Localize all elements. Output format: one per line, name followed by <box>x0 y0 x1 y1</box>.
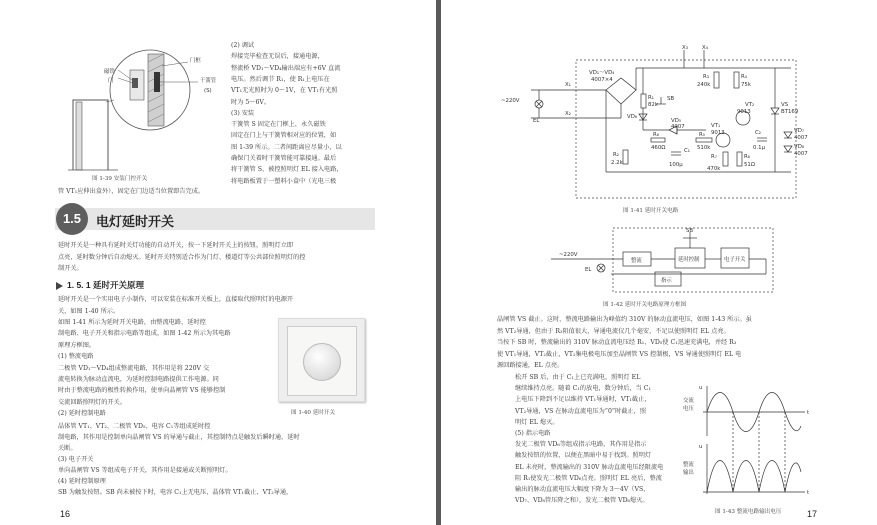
label-x1: X₁ <box>565 82 571 88</box>
switch-button <box>303 343 341 381</box>
label-vd5: VD₅ <box>671 118 681 124</box>
text-line: 单向晶闸管 VS 等组成电子开关，其作用是接通或关断照明灯。 <box>58 467 232 474</box>
figure-1-40-switch-photo <box>278 318 365 402</box>
text-line: VT₂导通，VS 在脉动直流电压为“0”时截止，照 <box>515 407 647 415</box>
text-line: (1) 整流电路 <box>58 353 94 361</box>
text-line: 当按下 SB 时，整流输出的 310V 脉动直流电压经 R₁、VD₅使 C₁迅速充满电，并经 R₃ <box>497 339 737 346</box>
text-line: 明灯 EL 熄灭。 <box>515 418 559 426</box>
arrow-icon <box>56 282 63 290</box>
label-r6-value: 460Ω <box>651 145 666 151</box>
label-c1: C₁ <box>684 148 690 154</box>
label-vd6: VD₆ <box>627 114 637 120</box>
label-r4: R₄ <box>741 74 747 80</box>
label-reed-switch: 干簧管 <box>200 78 217 84</box>
figure-1-40-caption: 图 1-40 延时开关 <box>291 410 336 416</box>
text-line: 时由于整流电路的极性转换作用，使单向晶闸管 VS 能够控制 <box>58 387 226 395</box>
label-ac-voltage-1: 交流 <box>683 398 694 404</box>
text-line: (5) 指示电路 <box>515 430 551 437</box>
label-x3: X₃ <box>682 45 688 51</box>
text-line: 发光二极管 VD₆等组成指示电路，其作用是指示 <box>515 441 647 449</box>
label-el: EL <box>585 267 592 273</box>
label-door-frame: 门框 <box>190 58 201 64</box>
label-r2: R₂ <box>613 152 619 158</box>
figure-1-42-block-diagram <box>551 224 781 296</box>
label-220v: ~220V <box>501 98 520 104</box>
label-vs: VS <box>781 102 789 108</box>
figure-1-39-door-switch-diagram <box>58 42 228 182</box>
label-r8-value: 51Ω <box>744 162 755 168</box>
label-r4-value: 75k <box>741 82 751 88</box>
label-220v: ~220V <box>559 252 578 258</box>
text-line: 延时开关是一个实用电子小制作，可以安装在标准开关板上，直接取代照明灯的电源开 <box>58 296 294 303</box>
label-vd8: VD₈ <box>794 144 804 150</box>
label-t-top: t <box>807 410 810 416</box>
paragraph-line: 管 VT₁应伸出盒外），固定在门边适当位置即告完成。 <box>58 188 205 195</box>
figure-1-41-caption: 图 1-41 延时开关电路 <box>623 208 679 214</box>
label-t-bottom: t <box>807 490 810 496</box>
text-line: 关，如图 1-40 所示。 <box>58 307 120 315</box>
text-line: (2) 延时控制电路 <box>58 410 106 418</box>
text-line: EL 未亮时，整流输出的 310V 脉动直流电压经限流电 <box>515 463 664 471</box>
label-vt2: VT₂ <box>745 102 755 108</box>
subsection-heading: 1. 5. 1 延时开关原理 <box>56 279 144 291</box>
label-dc-output-2: 输出 <box>683 470 694 476</box>
text-line: 制电路、电子开关和指示电路等组成，如图 1-42 所示为其电路 <box>58 330 231 338</box>
text-line: (2) 调试 <box>231 42 255 49</box>
text-line: 关断。 <box>58 445 77 452</box>
text-line: 点亮，延时数分钟后自动熄灭。延时开关特别适合作为门灯、楼道灯等公共部位照明灯的控 <box>58 253 306 261</box>
label-c2-value: 0.1μ <box>753 145 766 151</box>
text-line: 将干簧管 S、被控照明灯 EL 接入电路， <box>231 166 343 174</box>
text-line: VD₇、VD₈管压降之和），发光二极管 VD₆熄灭。 <box>515 497 649 505</box>
text-line: 触发按钮的位置，以便在黑暗中易于找到。照明灯 <box>515 452 652 460</box>
block-rectifier: 整流 <box>631 258 642 264</box>
label-r7: R₇ <box>711 154 717 160</box>
text-line: (4) 延时控制原理 <box>58 478 106 485</box>
text-line: 如图 1-41 所示为延时开关电路，由整流电路、延时控 <box>58 319 206 326</box>
text-line: 原理方框图。 <box>58 341 96 349</box>
figure-1-43-caption: 图 1-43 整流电路输出电压 <box>715 509 782 515</box>
label-r8: R₈ <box>744 154 750 160</box>
label-r3: R₃ <box>703 74 709 80</box>
text-line: 整流桥 VD₁～VD₄输出端应有+6V 直流 <box>231 64 341 72</box>
label-door: 门 <box>108 78 114 84</box>
text-line: 使 VT₁导通，VT₂截止，VT₂集电极电压加至晶闸管 VS 控制极，VS 导通使照明灯 EL 电 <box>497 350 742 358</box>
label-vd7-value: 4007 <box>794 135 808 141</box>
label-vd8-value: 4007 <box>794 151 808 157</box>
label-vd7: VD₇ <box>794 128 804 134</box>
left-page <box>0 0 436 525</box>
label-r5: R₅ <box>699 132 705 138</box>
page-number: 17 <box>806 509 817 519</box>
label-magnet: 磁铁 <box>104 69 115 75</box>
text-line: 上电压下降到不足以维持 VT₁导通时，VT₁截止， <box>515 396 651 404</box>
block-indicator: 指示 <box>661 278 672 284</box>
figure-1-42-caption: 图 1-42 延时开关电路原理方框图 <box>603 302 687 308</box>
text-line: 阻 R₁使发光二极管 VD₆点亮。照明灯 EL 亮后，整流 <box>515 474 662 482</box>
text-line: 源回路接通，EL 点亮。 <box>497 362 564 369</box>
text-line: 晶闸管 VS 截止。这时，整流电路输出为峰值约 310V 的脉动直流电压，如图 1-43 所示。虽 <box>497 316 752 323</box>
label-bridge: VD₁～VD₄ <box>589 70 615 76</box>
label-vt1-value: 9013 <box>711 130 725 136</box>
text-line: 二极管 VD₁～VD₄组成整流电路，其作用是将 220V 交 <box>58 364 210 372</box>
text-line: 交流回路照明灯的开关。 <box>58 398 127 406</box>
label-el: EL <box>533 118 540 124</box>
figure-1-43-waveform <box>683 380 813 505</box>
label-vs-value: BT169 <box>781 109 799 115</box>
label-sb: SB <box>686 228 694 234</box>
text-line: (3) 电子开关 <box>58 456 94 463</box>
section-number: 1.5 <box>56 203 88 235</box>
label-c1-value: 100μ <box>669 162 683 168</box>
text-line: 电压。然后调节 R₁，使 R₁上电压在 <box>231 75 330 83</box>
text-line: 然 VT₂导通，但由于 R₃阻值很大，导通电流仅几个毫安，不足以使照明灯 EL 点亮。 <box>497 327 730 335</box>
text-line: 制开关。 <box>58 265 83 272</box>
page-number: 16 <box>60 509 71 519</box>
label-r1: R₁ <box>648 95 654 101</box>
label-x4: X₄ <box>702 45 708 51</box>
label-reed-s: (S) <box>204 88 212 94</box>
label-r1-value: 82k <box>648 102 658 108</box>
text-line: 输出的脉动直流电压大幅度下降为 3～4V（VS、 <box>515 486 650 493</box>
text-line: VT₁无光照时为 0～1V，在 VT₁有光照 <box>231 87 338 95</box>
label-r2-value: 2.2k <box>611 160 623 166</box>
text-line: (3) 安装 <box>231 109 255 117</box>
text-line: 确保门关着时干簧管能可靠接通。最后 <box>231 155 337 162</box>
label-r6: R₆ <box>653 132 659 138</box>
label-r7-value: 470k <box>707 166 721 172</box>
block-electronic-switch: 电子开关 <box>724 257 746 263</box>
text-line: 继续维持点亮。随着 C₁的放电，数分钟后，当 C₁ <box>515 385 651 393</box>
label-r5-value: 510k <box>697 145 711 151</box>
text-line: SB 为触发按钮。SB 尚未被按下时，电容 C₁上无电压，晶体管 VT₁截止、VT₂导通， <box>58 489 293 496</box>
figure-1-41-circuit-diagram <box>501 42 821 202</box>
text-line: 时为 5～6V。 <box>231 98 271 106</box>
label-ac-voltage-2: 电压 <box>683 406 694 412</box>
block-delay-control: 延时控制 <box>678 257 700 263</box>
label-vt1: VT₁ <box>711 123 721 129</box>
label-vt2-value: 9013 <box>737 109 751 115</box>
text-line: 将电路板置于一塑料小盒中（光电三极 <box>231 177 337 185</box>
text-line: 延时开关是一种具有延时关灯功能的自动开关，按一下延时开关上的按钮，照明灯立即 <box>58 242 294 249</box>
right-page <box>441 0 877 525</box>
label-vd5-value: 4007 <box>671 124 685 130</box>
label-dc-output-1: 整流 <box>683 462 694 468</box>
text-line: 干簧管 S 固定在门框上，永久磁铁 <box>231 121 326 129</box>
label-x2: X₂ <box>565 111 571 117</box>
label-c2: C₂ <box>755 130 761 136</box>
text-line: 图 1-39 所示。二者间距离应尽量小，以 <box>231 143 342 151</box>
label-u-top: u <box>699 385 703 391</box>
label-r3-value: 240k <box>697 82 711 88</box>
figure-1-39-caption: 图 1-39 安装门控开关 <box>92 176 148 182</box>
label-bridge-spec: 4007×4 <box>591 77 613 83</box>
text-line: 固定在门上与干簧管相对应的位置，如 <box>231 132 337 140</box>
text-line: 晶体管 VT₁、VT₂、二极管 VD₅、电容 C₁等组成延时控 <box>58 423 211 430</box>
text-line: 焊接完毕检查无误后，接通电源， <box>231 53 324 61</box>
label-u-bottom: u <box>699 444 703 450</box>
section-title: 电灯延时开关 <box>96 214 175 229</box>
text-line: 制电路，其作用是控制单向晶闸管 VS 的导通与截止，其控制特点是触发后瞬时通、延时 <box>58 434 300 441</box>
label-sb: SB <box>667 96 675 102</box>
text-line: 松开 SB 后，由于 C₁上已充满电，照明灯 EL <box>515 374 641 381</box>
text-line: 流电转换为脉动直流电，为延时控制电路提供工作电源。同 <box>58 376 219 383</box>
